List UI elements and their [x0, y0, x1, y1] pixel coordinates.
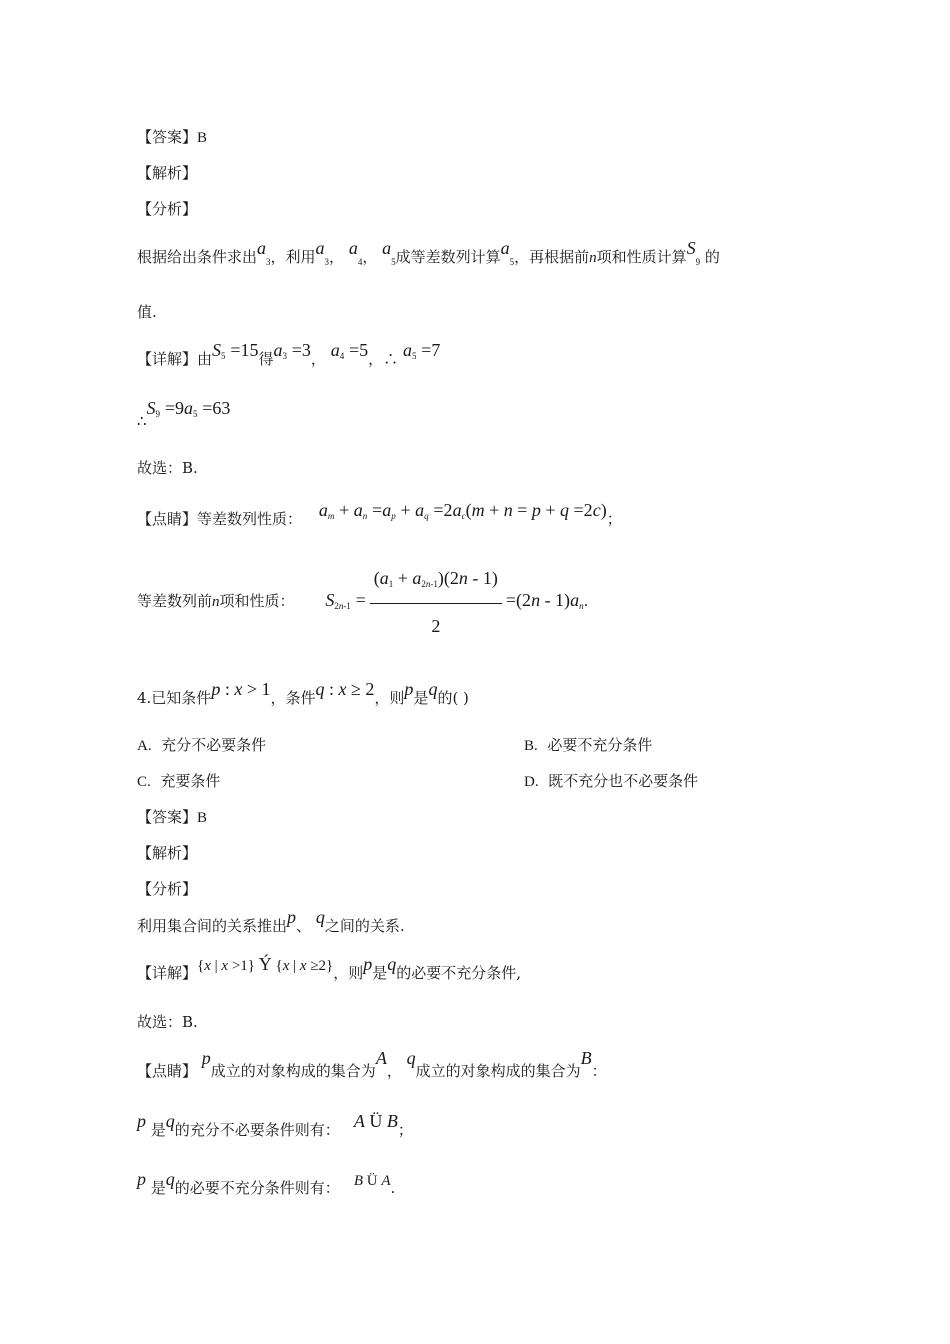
analysis-heading-q4: 【解析】 [137, 844, 198, 862]
answer-line-q3 [137, 127, 207, 148]
fenxi-text-q3: 根据给出条件求出$a_3$，利用$a_3$， $a_4$， $a_5$成等差数列计算$a_5$，再根据前n项和性质计算$S_9$ 的 [137, 238, 720, 267]
detail-line-q4: 【详解】{x | x >1} Ý {x | x ≥2}，则p是q的必要不充分条件, [137, 954, 522, 982]
analysis-heading-q3: 【解析】 [137, 164, 198, 182]
dianjing-line-q4: 【点睛】 p成立的对象构成的集合为A， q成立的对象构成的集合为B： [137, 1048, 607, 1080]
answer-tag: 【答案】 [137, 128, 198, 146]
conclusion-q3: 故选：B. [137, 459, 198, 477]
answer-line-q4: 【答案】B [137, 808, 208, 826]
dianjing-line2-q3: 等差数列前n项和性质： $S_{2n-1}$ = $\frac{(a1 + a2n-1)(2n - 1)}{2}$ =(2n - 1)an. [137, 558, 588, 646]
option-b[interactable]: B. 必要不充分条件 [524, 736, 653, 754]
dianjing-line-q3: 【点睛】等差数列性质： $a_m + a_n =a_p + a_q =2a_c(m + n = p + q =2c)$； [137, 500, 622, 528]
fenxi-text-end-q3: 值. [137, 303, 157, 321]
fenxi-text-q4: 利用集合间的关系推出p、 q之间的关系. [137, 907, 405, 935]
dianjing-rule2-q4: p 是q的必要不充分条件则有： B Ü A. [137, 1169, 396, 1197]
answer-value: B [197, 130, 208, 146]
dianjing-rule1-q4: p 是q的充分不必要条件则有： A Ü B； [137, 1111, 413, 1139]
fenxi-heading-q4: 【分析】 [137, 880, 198, 898]
fenxi-heading-q3: 【分析】 [137, 200, 198, 218]
detail-line-q3: 【详解】由$S_5 =15$得$a_3 =3$， $a_4 =5$，∴ $a_5 =7$ [137, 340, 441, 368]
conclusion-q4: 故选：B. [137, 1013, 198, 1031]
option-a[interactable]: A. 充分不必要条件 [137, 736, 267, 754]
option-d[interactable]: D. 既不充分也不必要条件 [524, 772, 699, 790]
detail-line2-q3: $\therefore S_9 =9a_5 =63$ [137, 398, 231, 430]
option-c[interactable]: C. 充要条件 [137, 772, 221, 790]
question-4-stem: 4.已知条件p : x > 1，条件q : x ≥ 2，则p是q的( ) [137, 679, 469, 707]
